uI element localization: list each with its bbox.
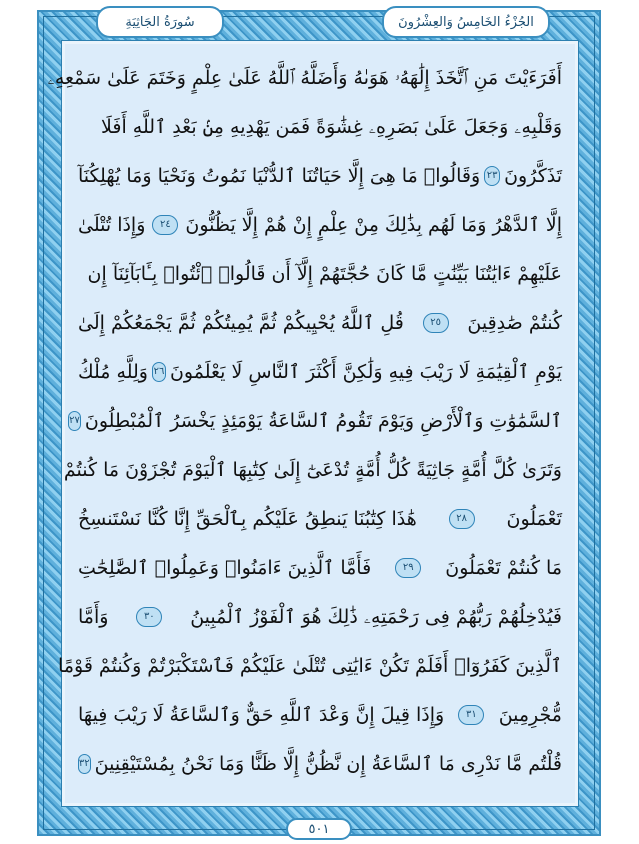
verse-text: تَذَكَّرُونَ: [504, 164, 562, 187]
verse-line: [78, 151, 562, 200]
verse-text-panel: [47, 40, 579, 807]
juz-name-plaque: [382, 6, 550, 38]
ayah-number-marker: ٣١: [458, 705, 484, 725]
verse-line: [78, 494, 562, 543]
verse-text: مَا كُنتُمْ تَعْمَلُونَ: [445, 556, 562, 579]
verse-line: [69, 396, 562, 445]
verse-line: [63, 445, 562, 494]
verse-text: ٱلسَّمَٰوَٰتِ وَٱلْأَرْضِ وَيَوْمَ تَقُومُ ٱلسَّاعَةُ يَوْمَئِذٍ يَخْسَرُ ٱلْمُبْطِلُونَ: [84, 409, 562, 432]
ayah-number-marker: ٢٤: [152, 215, 178, 235]
ayah-number-marker: ٢٧: [68, 411, 81, 431]
verse-text: وَقَلْبِهِۦ وَجَعَلَ عَلَىٰ بَصَرِهِۦ غِشَٰوَةً فَمَن يَهْدِيهِ مِنۢ بَعْدِ ٱللَّهِ أَفَلَا: [101, 115, 562, 138]
verse-text: وَتَرَىٰ كُلَّ أُمَّةٍ جَاثِيَةً كُلُّ أُمَّةٍ تُدْعَىٰٓ إِلَىٰ كِتَٰبِهَا ٱلْيَوْمَ تُجْزَوْنَ مَا كُنتُمْ: [63, 458, 562, 481]
page-number-plaque: [286, 818, 352, 840]
verse-text: وَإِذَا قِيلَ إِنَّ وَعْدَ ٱللَّهِ حَقٌّ وَٱلسَّاعَةُ لَا رَيْبَ فِيهَا: [78, 703, 445, 726]
verse-text: وَأَمَّا: [78, 605, 109, 628]
ayah-number-marker: ٢٦: [152, 362, 166, 382]
verse-text: هَٰذَا كِتَٰبُنَا يَنطِقُ عَلَيْكُم بِٱلْحَقِّ إِنَّا كُنَّا نَسْتَنسِخُ: [78, 507, 417, 530]
verse-line: [78, 102, 562, 151]
ayah-number-marker: ٢٨: [449, 509, 475, 529]
verse-text: إِلَّا ٱلدَّهْرُ وَمَا لَهُم بِذَٰلِكَ مِنْ عِلْمٍ إِنْ هُمْ إِلَّا يَظُنُّونَ: [185, 213, 562, 236]
verse-line: [47, 53, 562, 102]
ayah-number-marker: ٢٥: [423, 313, 449, 333]
ayah-number-marker: ٣٢: [78, 754, 91, 774]
surah-name-plaque: [96, 6, 224, 38]
verse-text: قُلْتُم مَّا نَدْرِى مَا ٱلسَّاعَةُ إِن نَّظُنُّ إِلَّا ظَنًّا وَمَا نَحْنُ بِمُسْتَيْقِنِينَ: [94, 752, 562, 775]
verse-line: [78, 592, 562, 641]
surah-name: سُورَةُ الجَاثِيَةِ: [125, 14, 195, 30]
verse-text: أَفَرَءَيْتَ مَنِ ٱتَّخَذَ إِلَٰهَهُۥ هَوَىٰهُ وَأَضَلَّهُ ٱللَّهُ عَلَىٰ عِلْمٍ وَخَتَمَ عَلَىٰ سَمْعِهِۦ: [47, 66, 562, 89]
verse-text: وَلِلَّهِ مُلْكُ: [78, 360, 148, 383]
juz-name: الجُزْءُ الخَامِسُ وَالعِشْرُونَ: [398, 14, 534, 30]
verse-text: وَإِذَا تُتْلَىٰ: [78, 213, 146, 236]
verse-text: كُنتُمْ صَٰدِقِينَ: [467, 311, 562, 334]
verse-line: [78, 347, 562, 396]
verse-text: قُلِ ٱللَّهُ يُحْيِيكُمْ ثُمَّ يُمِيتُكُمْ ثُمَّ يَجْمَعُكُمْ إِلَىٰ: [78, 311, 404, 334]
ayah-number-marker: ٢٩: [395, 558, 421, 578]
verse-text: ٱلَّذِينَ كَفَرُوٓا۟ أَفَلَمْ تَكُنْ ءَايَٰتِى تُتْلَىٰ عَلَيْكُمْ فَٱسْتَكْبَرْتُمْ وَكُنتُمْ قَوْمًا: [58, 654, 562, 677]
verse-line: [78, 690, 562, 739]
verse-line: [58, 641, 562, 690]
ayah-number-marker: ٣٠: [136, 607, 162, 627]
ayah-number-marker: ٢٣: [484, 166, 500, 186]
verse-text: تَعْمَلُونَ: [506, 507, 562, 530]
verse-line: [78, 249, 562, 298]
verse-line: [78, 200, 562, 249]
verse-text: فَيُدْخِلُهُمْ رَبُّهُمْ فِى رَحْمَتِهِۦ ذَٰلِكَ هُوَ ٱلْفَوْزُ ٱلْمُبِينُ: [190, 605, 562, 628]
verse-text: يَوْمِ ٱلْقِيَٰمَةِ لَا رَيْبَ فِيهِ وَلَٰكِنَّ أَكْثَرَ ٱلنَّاسِ لَا يَعْلَمُونَ: [169, 360, 562, 383]
verse-text: عَلَيْهِمْ ءَايَٰتُنَا بَيِّنَٰتٍ مَّا كَانَ حُجَّتَهُمْ إِلَّآ أَن قَالُوا۟ ٱئْتُوا۟ بِـَٔابَآئِنَآ إِن: [87, 262, 562, 285]
verse-text: فَأَمَّا ٱلَّذِينَ ءَامَنُوا۟ وَعَمِلُوا۟ ٱلصَّٰلِحَٰتِ: [78, 556, 372, 579]
verse-line: [78, 543, 562, 592]
verse-line: [78, 298, 562, 347]
verse-text: وَقَالُوا۟ مَا هِىَ إِلَّا حَيَاتُنَا ٱلدُّنْيَا نَمُوتُ وَنَحْيَا وَمَا يُهْلِكُنَآ: [78, 164, 481, 187]
page-number: ٥٠١: [308, 821, 330, 837]
verse-lines: [47, 53, 562, 788]
verse-line: [78, 739, 562, 788]
verse-text: مُّجْرِمِينَ: [498, 703, 562, 726]
